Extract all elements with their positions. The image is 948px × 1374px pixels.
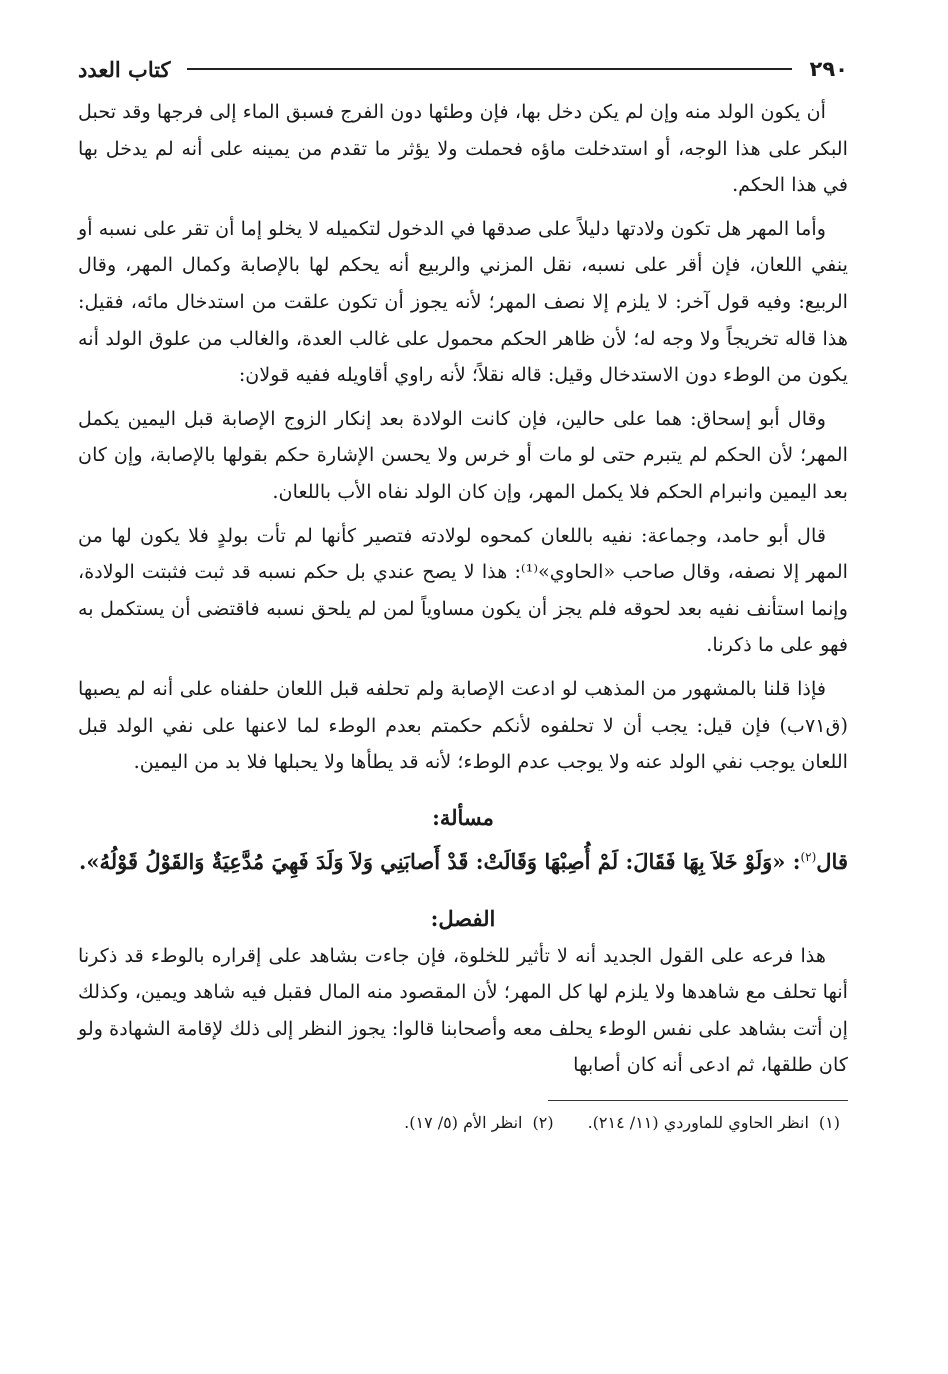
fasl-heading: الفصل: xyxy=(430,905,496,931)
masala-heading: مسألة: xyxy=(432,804,494,830)
footnotes xyxy=(78,1111,848,1135)
masala-quote: : «وَلَوْ خَلاَ بِهَا فَقَالَ: لَمْ أُصِبْهَا وَقَالَتْ: قَدْ أَصابَنِي وَلاَ وَلَدَ فَهِيَ مُدَّعِيَةٌ وَالقَوْلُ قَوْلُهُ». xyxy=(79,848,801,874)
paragraph-3: وقال أبو إسحاق: هما على حالين، فإن كانت الولادة بعد إنكار الزوج الإصابة قبل اليمين يكمل المهر؛ لأن الحكم لم يتبرم حتى لو مات أو خرس ولا يحسن الإشارة حكم بقولها بالإصابة، وإن كان بعد اليمين وانبرام الحكم فلا يكمل المهر، وإن كان الولد نفاه الأب باللعان. xyxy=(78,406,848,503)
paragraph-2: وأما المهر هل تكون ولادتها دليلاً على صدقها في الدخول لتكميله لا يخلو إما أن تقر على نسبه أو ينفي اللعان، فإن أقر على نسبه، نقل المزني والربيع أنه يحكم لها بالإصابة وكمال المهر، وقال الربيع: وفيه قول آخر: لا يلزم إلا نصف المهر؛ لأنه يجوز أن تكون علقت من استدخال مائه، فقيل: هذا قاله تخريجاً ولا وجه له؛ لأن ظاهر الحكم محمول على غالب العدة، والغالب من علوق الولد أنه يكون من الوطء دون الاستدخال وقيل: قاله نقلاً؛ لأنه راوي أقاويله ففيه قولان: xyxy=(78,216,848,387)
fasl-paragraph: هذا فرعه على القول الجديد أنه لا تأثير للخلوة، فإن جاءت بشاهد على إقراره بالوطء قد ذكرنا أنها تحلف مع شاهدها ولا يلزم لها كل المهر؛ لأن المقصود منه المال فقبل فيه شاهد ويمين، وكذلك إن أتت بشاهد على نفس الوطء يحلف معه وأصحابنا قالوا: يجوز النظر إلى ذلك لإقامة الشهادة ولو كان طلقها، ثم ادعى أنه كان أصابها xyxy=(78,943,848,1077)
footnote-2 xyxy=(404,1111,553,1135)
book-title: كتاب العدد xyxy=(78,56,171,82)
footnote-text: انظر الأم (٥/ ١٧). xyxy=(404,1113,523,1133)
book-page xyxy=(78,52,848,1135)
footnote-1 xyxy=(588,1111,840,1135)
footnote-number: (١) xyxy=(818,1113,840,1133)
paragraph-5: فإذا قلنا بالمشهور من المذهب لو ادعت الإصابة ولم تحلفه قبل اللعان حلفناه على أنه لم يصبها (ق٧١ب) فإن قيل: يجب أن لا تحلفوه لأنكم حكمتم بعدم الوطء لما لاعنها على نفي الولد قبل اللعان يوجب نفي الولد عنه ولا يوجب عدم الوطء؛ لأنه قد يطأها ولا يحبلها فلا بد من اليمين. xyxy=(78,676,848,774)
masala-prefix: قال xyxy=(816,848,848,874)
paragraph-4: قال أبو حامد، وجماعة: نفيه باللعان كمحوه لولادته فتصير كأنها لم تأت بولدٍ فلا يكون لها من المهر إلا نصفه، وقال صاحب «الحاوي»⁽¹⁾: هذا لا يصح عندي بل حكم نسبه قد ثبت فثبتت الولادة، وإنما استأنف نفيه بعد لحوقه فلم يجز أن يكون مساوياً لمن لم يلحق نسبه فاقتضى أن يستكمل به فهو على ما ذكرنا. xyxy=(78,523,848,657)
footnote-ref-2: (٢) xyxy=(800,849,817,864)
footnote-text: انظر الحاوي للماوردي (١١/ ٢١٤). xyxy=(587,1113,809,1133)
paragraph-1: أن يكون الولد منه وإن لم يكن دخل بها، فإن وطئها دون الفرج فسبق الماء إلى فرجها وقد تحبل البكر على هذا الوجه، أو استدخلت ماؤه فحملت ولا يؤثر ما تقدم من يمينه على أنه لم يدخل بها في هذا الحكم. xyxy=(78,100,848,197)
running-header xyxy=(78,52,848,86)
footnote-separator xyxy=(548,1100,848,1101)
footnote-number: (٢) xyxy=(532,1113,554,1133)
body-text xyxy=(78,94,848,1084)
header-rule xyxy=(187,68,792,70)
masala-text xyxy=(78,837,848,882)
page-number: ٢٩٠ xyxy=(809,57,848,81)
